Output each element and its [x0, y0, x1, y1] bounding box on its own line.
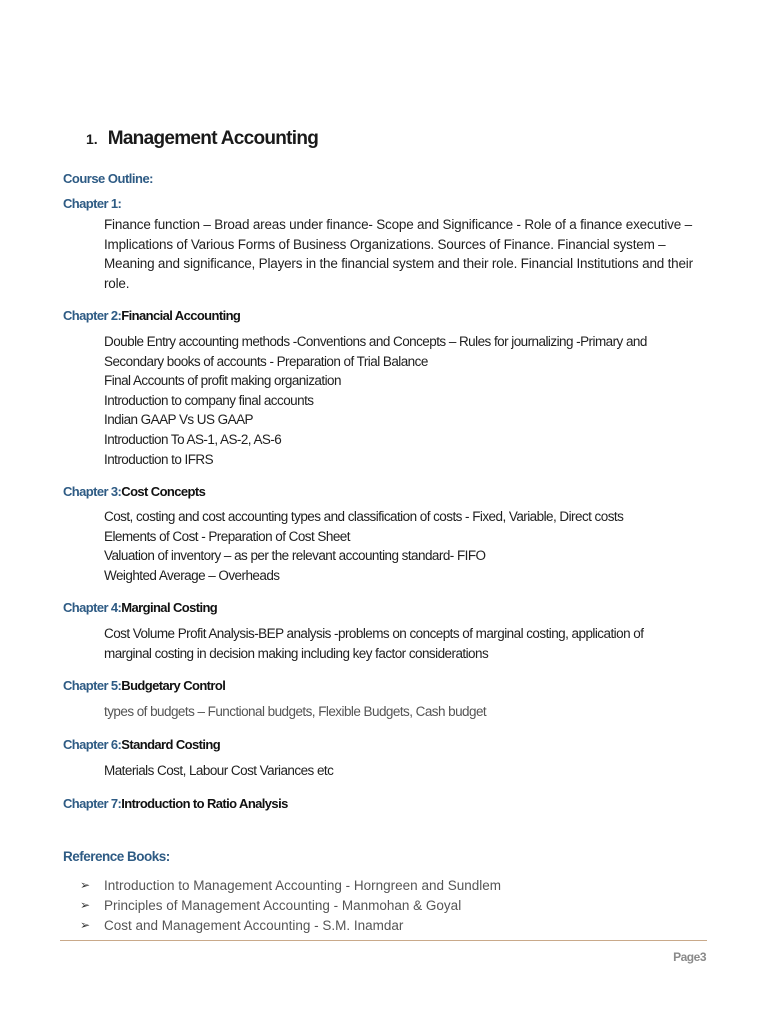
body-line: Final Accounts of profit making organization: [104, 373, 341, 389]
reference-books-label: Reference Books:: [63, 849, 170, 864]
chapter-3-heading: [63, 484, 205, 499]
body-line: Valuation of inventory – as per the relevant accounting standard- FIFO: [104, 548, 486, 564]
chapter-1-heading: [63, 196, 121, 211]
chapter-label: Chapter 2:: [63, 308, 122, 323]
list-item: [80, 916, 501, 936]
body-line: Materials Cost, Labour Cost Variances etc: [104, 763, 334, 778]
body-line: Weighted Average – Overheads: [104, 567, 280, 583]
arrow-bullet-icon: ➢: [80, 897, 91, 912]
body-line: Double Entry accounting methods -Conventions and Concepts – Rules for journalizing -Primary and: [104, 334, 647, 349]
page-number-value: 3: [699, 950, 706, 964]
reference-books-list: [80, 876, 501, 935]
list-item: [80, 876, 501, 896]
body-line: Finance function – Broad areas under finance- Scope and Significance - Role of a finance executive –: [104, 217, 692, 232]
page-label: Page: [673, 950, 700, 964]
section-number: 1.: [86, 131, 98, 147]
body-line: Meaning and significance, Players in the financial system and their role. Financial Institutions and their: [104, 256, 693, 272]
section-title: Management Accounting: [107, 128, 319, 149]
page-number: [673, 950, 706, 964]
chapter-label: Chapter 6:: [63, 737, 122, 752]
chapter-4-heading: [63, 600, 217, 615]
reference-book-title: Introduction to Management Accounting - Horngreen and Sundlem: [104, 878, 501, 893]
chapter-name: Cost Concepts: [121, 484, 206, 499]
arrow-bullet-icon: ➢: [80, 917, 91, 932]
body-line: Introduction to IFRS: [104, 451, 214, 467]
body-line: marginal costing in decision making including key factor considerations: [104, 645, 489, 661]
reference-book-title: Cost and Management Accounting - S.M. Inamdar: [104, 917, 404, 933]
course-outline-label: Course Outline:: [63, 171, 154, 186]
chapter-name: Financial Accounting: [121, 308, 241, 323]
chapter-2-body: [104, 332, 714, 469]
body-line: Cost Volume Profit Analysis-BEP analysis -problems on concepts of marginal costing, application of: [104, 626, 644, 641]
chapter-name: Marginal Costing: [121, 600, 218, 615]
chapter-name: Budgetary Control: [121, 678, 226, 693]
chapter-3-body: [104, 507, 714, 585]
body-line: Secondary books of accounts - Preparation of Trial Balance: [104, 353, 428, 369]
body-line: types of budgets – Functional budgets, Flexible Budgets, Cash budget: [104, 704, 487, 719]
chapter-name: Standard Costing: [121, 737, 221, 752]
body-line: Introduction To AS-1, AS-2, AS-6: [104, 431, 282, 447]
chapter-5-heading: [63, 678, 225, 693]
chapter-1-body: [104, 215, 714, 293]
chapter-6-heading: [63, 737, 220, 752]
body-line: Indian GAAP Vs US GAAP: [104, 412, 253, 428]
chapter-6-body: [104, 761, 714, 781]
chapter-7-heading: [63, 796, 288, 811]
body-line: Elements of Cost - Preparation of Cost Sheet: [104, 528, 350, 544]
chapter-label: Chapter 4:: [63, 600, 122, 615]
body-line: role.: [104, 275, 130, 291]
section-heading: [86, 128, 318, 150]
reference-book-title: Principles of Management Accounting - Manmohan & Goyal: [104, 897, 462, 913]
chapter-label: Chapter 3:: [63, 484, 122, 499]
body-line: Introduction to company final accounts: [104, 392, 314, 408]
arrow-bullet-icon: ➢: [80, 878, 91, 892]
body-line: Cost, costing and cost accounting types and classification of costs - Fixed, Variable, Direct costs: [104, 509, 624, 524]
chapter-name: Introduction to Ratio Analysis: [121, 796, 288, 811]
list-item: [80, 896, 501, 916]
body-line: Implications of Various Forms of Business Organizations. Sources of Finance. Financial system –: [104, 236, 666, 252]
chapter-label: Chapter 7:: [63, 796, 122, 811]
chapter-label: Chapter 1:: [63, 196, 122, 211]
chapter-5-body: [104, 702, 714, 722]
chapter-2-heading: [63, 308, 240, 323]
chapter-4-body: [104, 624, 714, 663]
footer-divider: [60, 940, 707, 941]
chapter-label: Chapter 5:: [63, 678, 122, 693]
